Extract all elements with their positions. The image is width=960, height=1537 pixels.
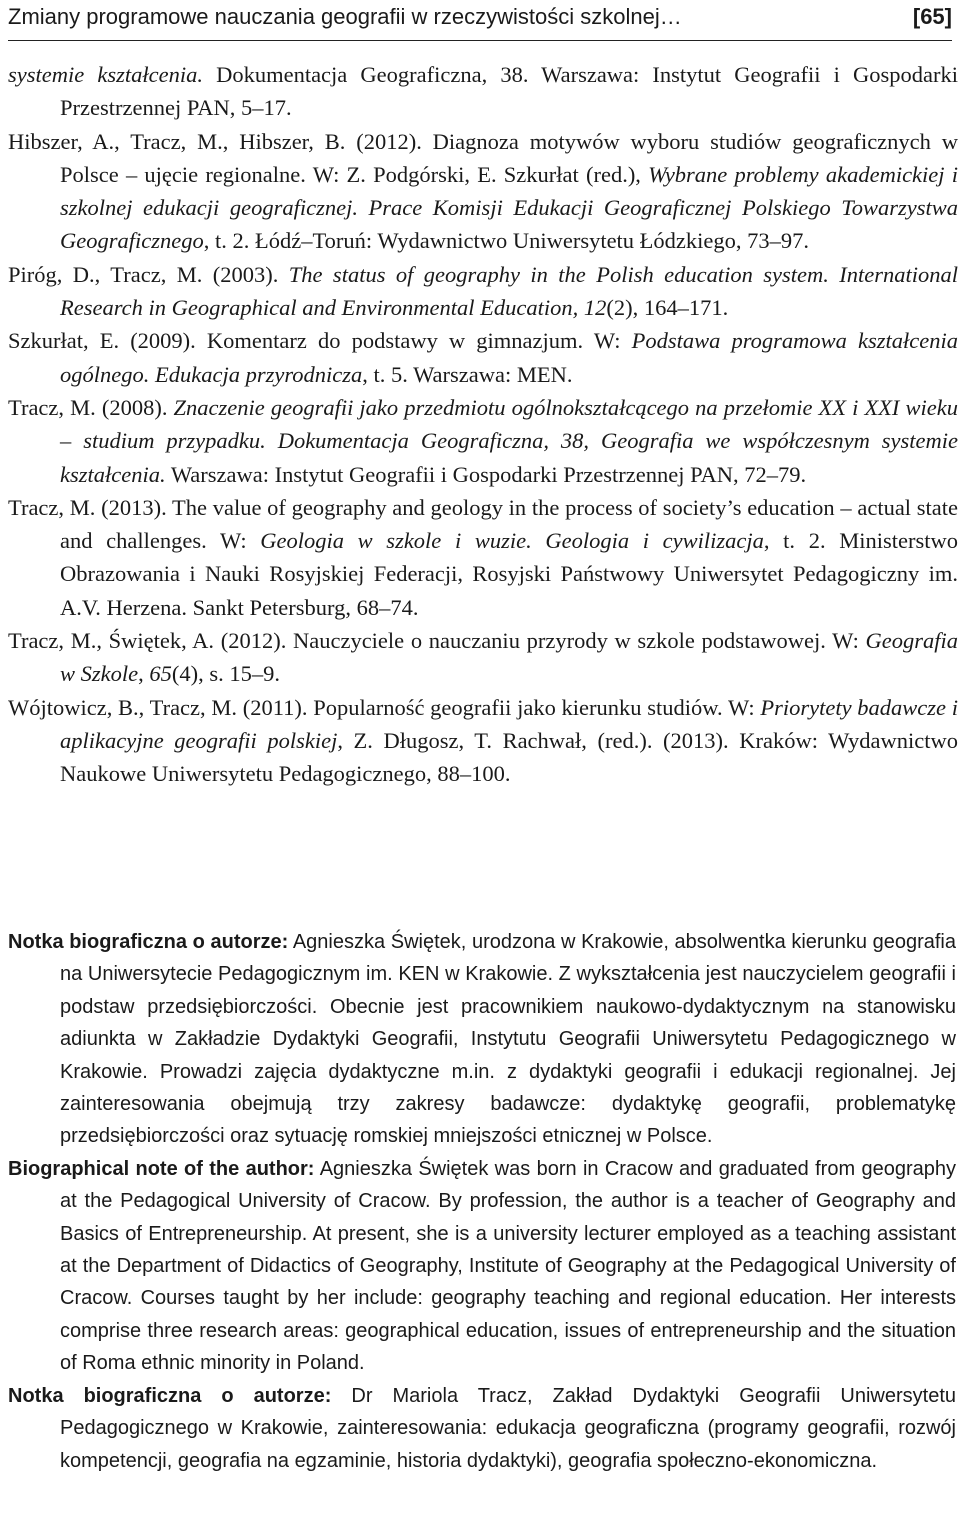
- reference-entry: [8, 391, 958, 491]
- reference-text: Hibszer, A., Tracz, M., Hibszer, B. (2012). Diagnoza motywów wyboru studiów geograficznych w Polsce – ujęcie regionalne. W: Z. Podgórski, E. Szkurłat (red.),: [8, 128, 958, 187]
- reference-text: Wójtowicz, B., Tracz, M. (2011). Popularność geografii jako kierunku studiów. W:: [8, 694, 761, 720]
- reference-title: Priorytety badawcze i aplikacyjne geografii polskiej: [60, 694, 958, 753]
- reference-title: Geologia w szkole i wuzie. Geologia i cywilizacja: [260, 528, 764, 554]
- running-title: Zmiany programowe nauczania geografii w rzeczywistości szkolnej…: [8, 4, 682, 29]
- note-text: Agnieszka Świętek, urodzona w Krakowie, absolwentka kierunku geografia na Uniwersytecie Pedagogicznym im. KEN w Krakowie. Z wykształcenia jest nauczycielem geografii i podstaw przedsiębiorczości. Obecnie jest pracownikiem naukowo-dydaktycznym na stanowisku adiunkta w Zakładzie Dydaktyki Geografii, Instytutu Geografii Uniwersytetu Pedagogicznego w Krakowie. Prowadzi zajęcia dydaktyczne m.in. z dydaktyki geografii i edukacji regionalnej. Jej zainteresowania obejmują trzy zakresy badawcze: dydaktykę geografii, problematykę przedsiębiorczości oraz sytuację romskiej mniejszości etnicznej w Polsce.: [60, 931, 956, 1148]
- reference-text: , t. 2. Ministerstwo Obrazowania i Nauki Rosyjskiej Federacji, Rosyjski Państwowy Uniwersytet Pedagogiczny im. A.V. Herzena. Sankt Petersburg, 68–74.: [60, 528, 958, 620]
- reference-entry: [8, 624, 958, 691]
- note-label: Notka biograficzna o autorze:: [8, 1384, 332, 1407]
- biographical-note: [8, 1153, 956, 1380]
- reference-title: Podstawa programowa kształcenia ogólnego. Edukacja przyrodnicza: [60, 328, 958, 387]
- reference-title: Geografia w Szkole: [60, 628, 958, 687]
- page-number: [65]: [912, 4, 952, 29]
- reference-text: Szkurłat, E. (2009). Komentarz do podstawy w gimnazjum. W:: [8, 328, 632, 354]
- reference-text: Piróg, D., Tracz, M. (2003).: [8, 261, 289, 287]
- reference-entry: [8, 491, 958, 624]
- biographical-notes: [8, 926, 956, 1477]
- reference-text: Dokumentacja Geograficzna, 38. Warszawa: Instytut Geografii i Gospodarki Przestrzennej PAN, 5–17.: [60, 62, 958, 121]
- reference-entry: [8, 258, 958, 325]
- note-text: Agnieszka Świętek was born in Cracow and graduated from geography at the Pedagogical University of Cracow. By profession, the author is a teacher of Geography and Basics of Entrepreneurship. At present, she is a university lecturer employed as a teaching assistant at the Department of Didactics of Geography, Institute of Geography at the Pedagogical University of Cracow. Courses taught by her include: geography teaching and regional education. Her interests comprise three research areas: geographical education, issues of entrepreneurship and the situation of Roma ethnic minority in Poland.: [60, 1157, 956, 1375]
- running-header: [8, 0, 952, 41]
- biographical-note: [8, 926, 956, 1153]
- reference-title: 65: [149, 661, 172, 687]
- note-label: Notka biograficzna o autorze:: [8, 931, 289, 953]
- reference-text: ,: [138, 661, 150, 687]
- reference-text: Tracz, M., Świętek, A. (2012). Nauczyciele o nauczaniu przyrody w szkole podstawowej. W:: [8, 628, 866, 654]
- reference-text: Tracz, M. (2008).: [8, 394, 174, 420]
- reference-list: [8, 58, 958, 791]
- note-text: Dr Mariola Tracz, Zakład Dydaktyki Geografii Uniwersytetu Pedagogicznego w Krakowie, zainteresowania: edukacja geograficzna (programy geografii, rozwój kompetencji, geografia na egzaminie, historia dydaktyki), geografia społeczno-ekonomiczna.: [60, 1384, 956, 1472]
- reference-text: (4), s. 15–9.: [171, 661, 280, 687]
- reference-entry: [8, 691, 958, 791]
- reference-title: The status of geography in the Polish education system. International Research in Geographical and Environmental Education, 12: [60, 261, 958, 321]
- reference-entry: [8, 324, 958, 391]
- reference-text: , Z. Długosz, T. Rachwał, (red.). (2013). Kraków: Wydawnictwo Naukowe Uniwersytetu Pedagogicznego, 88–100.: [60, 727, 958, 787]
- reference-entry: [8, 125, 958, 258]
- reference-text: , t. 2. Łódź–Toruń: Wydawnictwo Uniwersytetu Łódzkiego, 73–97.: [203, 228, 810, 254]
- reference-title: systemie kształcenia.: [8, 62, 203, 87]
- reference-text: (2), 164–171.: [606, 295, 729, 321]
- reference-title: Znaczenie geografii jako przedmiotu ogólnokształcącego na przełomie XX i XXI wieku – studium przypadku. Dokumentacja Geograficzna, 38, Geografia we współczesnym systemie kształcenia.: [60, 394, 958, 487]
- reference-text: Tracz, M. (2013). The value of geography and geology in the process of society’s education – actual state and challenges. W:: [8, 494, 958, 554]
- biographical-note: [8, 1380, 956, 1477]
- reference-entry: [8, 58, 958, 125]
- reference-text: Warszawa: Instytut Geografii i Gospodarki Przestrzennej PAN, 72–79.: [165, 461, 807, 487]
- reference-title: Wybrane problemy akademickiej i szkolnej edukacji geograficznej. Prace Komisji Edukacji Geograficznej Polskiego Towarzystwa Geograficznego: [60, 161, 958, 254]
- reference-text: , t. 5. Warszawa: MEN.: [362, 361, 573, 387]
- note-label: Biographical note of the author:: [8, 1157, 315, 1180]
